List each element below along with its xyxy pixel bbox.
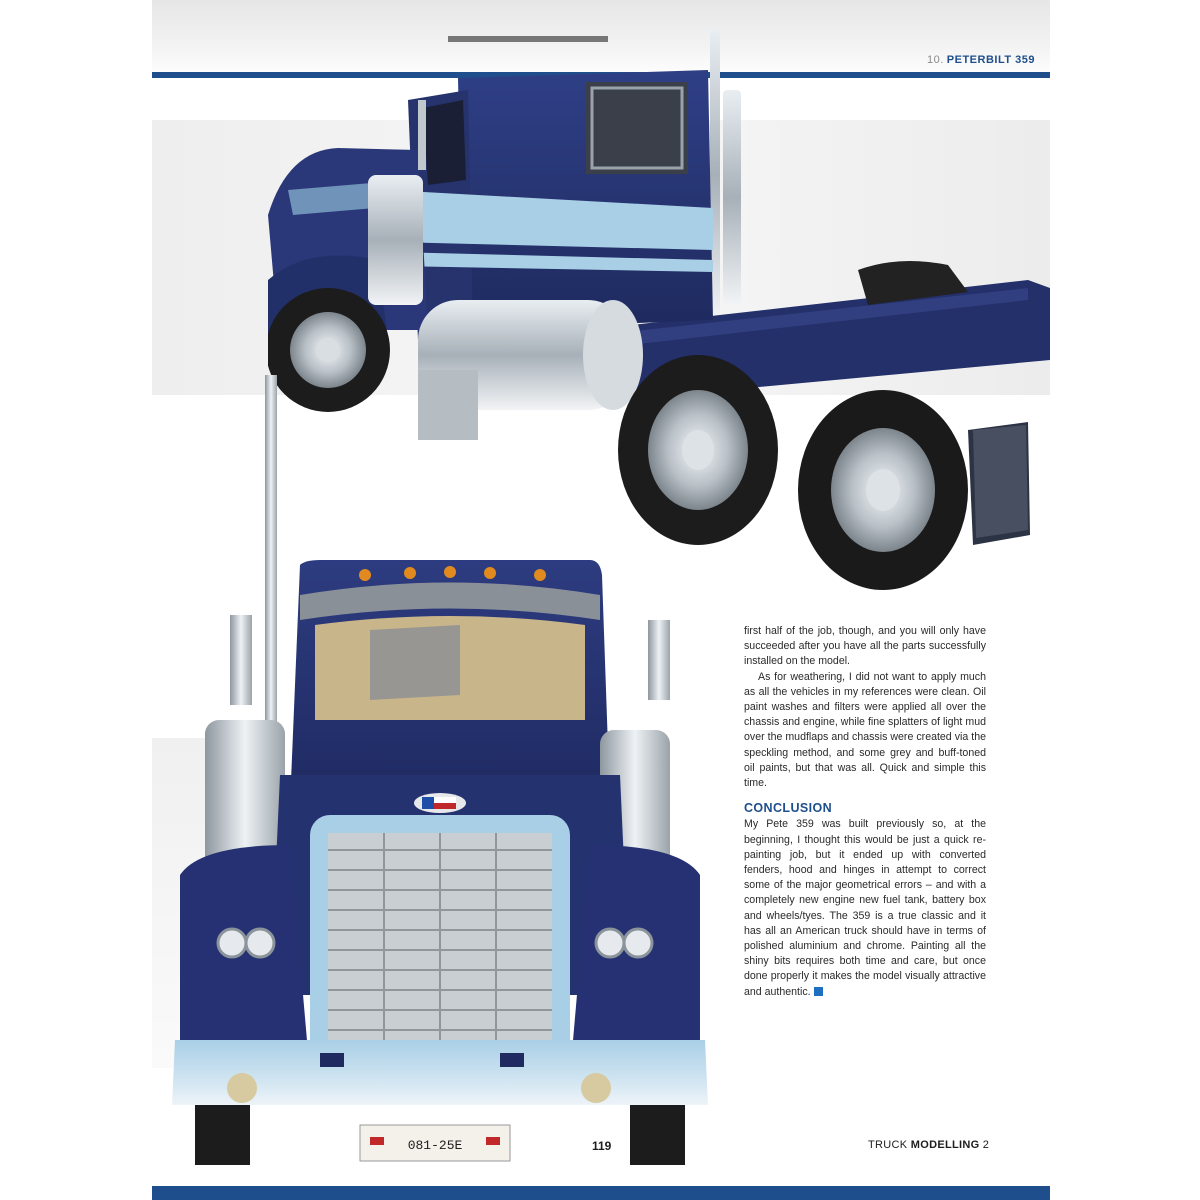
- end-of-article-mark: [814, 987, 823, 996]
- folio-bold: MODELLING: [910, 1139, 980, 1151]
- page-number: 119: [592, 1139, 612, 1153]
- license-plate-text: 081-25E: [407, 1138, 463, 1153]
- chapter-title: PETERBILT 359: [946, 54, 1035, 66]
- folio-suffix: 2: [979, 1139, 990, 1151]
- paragraph-conclusion: [744, 817, 986, 999]
- photo-front-view: [160, 375, 720, 1165]
- publication-folio: [868, 1139, 989, 1151]
- section-heading-conclusion: CONCLUSION: [744, 801, 833, 816]
- article-text-column: [744, 624, 986, 1000]
- paragraph-conclusion-text: My Pete 359 was built previously so, at the beginning, I thought this would be just a quick re-painting job, but it ended up with converted fenders, hood and hinges in attempt to correct some of the major geometrical errors – and with a completely new engine new fuel tank, battery box and wheels/tyes. The 359 is a true classic and it has all an American truck should have in terms of polished aluminium and chrome. Painting all the shiny bits requires both time and care, but once done properly it makes the model visually attractive and authentic.: [744, 818, 986, 998]
- paragraph-continuation: first half of the job, though, and you will only have succeeded after you have all the parts successfully installed on the model.: [744, 625, 986, 668]
- folio-prefix: TRUCK: [868, 1139, 911, 1151]
- bottom-rule: [152, 1186, 1050, 1200]
- chapter-number: 10.: [926, 54, 944, 66]
- paragraph-weathering: As for weathering, I did not want to apply much as all the vehicles in my references were clean. Oil paint washes and filters were applied all over the chassis and engine, while fine splatters of light mud over the mudflaps and chassis were created via the speckling method, and some grey and buff-toned oil paints, but that was all. Quick and simple this time.: [744, 670, 986, 790]
